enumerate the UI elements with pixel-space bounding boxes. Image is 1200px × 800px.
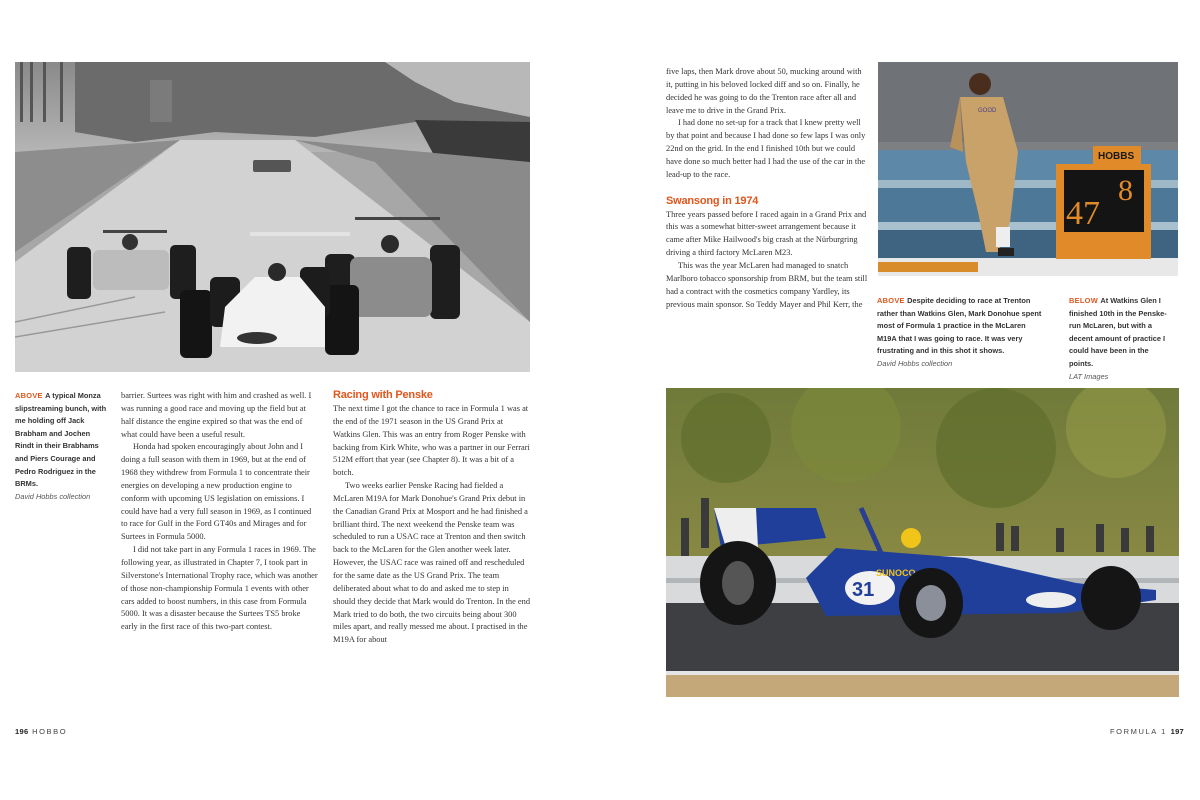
monza-photo-illustration bbox=[15, 62, 530, 372]
caption-text: Despite deciding to race at Trenton rather than Watkins Glen, Mark Donohue spent most of Formula 1 practice in the McLaren M19A that I was going to race. It was very frustrating and in this shot it shows. bbox=[877, 296, 1042, 356]
photo-penske-mclaren bbox=[666, 388, 1179, 697]
caption-credit: David Hobbs collection bbox=[15, 491, 91, 501]
section-heading-swansong: Swansong in 1974 bbox=[666, 194, 759, 207]
folio-left bbox=[15, 727, 67, 736]
right-page bbox=[600, 0, 1200, 800]
page-number: 197 bbox=[1170, 727, 1185, 736]
caption-text: At Watkins Glen I finished 10th in the Penske-run McLaren, but with a decent amount of practice I could have been in the points. bbox=[1069, 296, 1167, 368]
pit-board-name: HOBBS bbox=[1098, 151, 1135, 162]
body-column-3 bbox=[666, 66, 870, 311]
paragraph: five laps, then Mark drove about 50, mucking around with it, putting in his beloved locked diff and so on. Finally, he decided he was going to do the Trenton race after all and leave me to drive in the Grand Prix. bbox=[666, 67, 862, 115]
body-column-1 bbox=[121, 390, 319, 634]
pit-board-position: 8 bbox=[1118, 174, 1133, 207]
pit-board-photo-illustration bbox=[878, 62, 1178, 276]
page-number: 196 bbox=[15, 727, 29, 736]
caption-credit: David Hobbs collection bbox=[877, 358, 953, 368]
paragraph: I had done no set-up for a track that I knew pretty well by that point and because I had done so few laps I was only 22nd on the grid. In the end I finished 10th but we could have done so much better had I had the use of the car in the lead-up to the race. bbox=[666, 118, 866, 179]
caption-credit: LAT Images bbox=[1069, 371, 1109, 381]
paragraph: barrier. Surtees was right with him and crashed as well. I was running a good race and moving up the field but at half distance the engine expired so that was the end of what could have been a useful result. bbox=[121, 391, 312, 439]
svg-text:SUNOCO: SUNOCO bbox=[876, 568, 916, 578]
running-head: FORMULA 1 bbox=[1110, 727, 1167, 736]
body-column-2 bbox=[333, 388, 531, 647]
caption-lead: BELOW bbox=[1069, 296, 1101, 305]
caption-lead: ABOVE bbox=[877, 296, 908, 305]
caption-text: A typical Monza slipstreaming bunch, with me holding off Jack Brabham and Jochen Rindt in their Brabhams and Piers Courage and Pedro Rodriguez in the BRMs. bbox=[15, 391, 107, 489]
pit-board-lap: 47 bbox=[1066, 195, 1100, 232]
photo-monza-slipstream bbox=[15, 62, 530, 372]
car-number: 31 bbox=[852, 579, 875, 601]
paragraph: The next time I got the chance to race in Formula 1 was at the end of the 1971 season in the US Grand Prix at Watkins Glen. This was an entry from Roger Penske with backing from Kirk White, who was a partner in our Ferrari 512M effort that year (see Chapter 8). It was a bit of a botch. bbox=[333, 404, 530, 478]
folio-right bbox=[1110, 727, 1184, 736]
svg-text:GOOD: GOOD bbox=[978, 108, 997, 114]
caption-below-right bbox=[1069, 295, 1174, 383]
paragraph: Two weeks earlier Penske Racing had fielded a McLaren M19A for Mark Donohue's Grand Prix debut in the Canadian Grand Prix at Mosport and he had finished a brilliant third. The next weekend the Penske team was scheduled to run a USAC race at Trenton and then switch back to the McLaren for the Glen another week later. However, the USAC race was rained off and rescheduled for the same date as the US Grand Prix. The team deliberated about what to do and asked me to step in should they decide that Mark would do Trenton. In the end Mark tried to do both, the two circuits being about 300 miles apart, and really messed me about. I practised in the M19A for about bbox=[333, 481, 531, 645]
paragraph: Honda had spoken encouragingly about John and I doing a full season with them in 1969, but at the end of 1968 they withdrew from Formula 1 to concentrate their energies on developing a new production engine to conform with upcoming US legislation on emissions. I could have had a very full season in 1969, as I continued to race for Gulf in the Ford GT40s and Mirages and for Surtees in Formula 5000. bbox=[121, 442, 312, 542]
running-head: HOBBO bbox=[32, 727, 68, 736]
mclaren-photo-illustration bbox=[666, 388, 1179, 697]
paragraph: I did not take part in any Formula 1 races in 1969. The following year, as illustrated in Chapter 7, I took part in Silverstone's International Trophy race, which was another of those non-championship Formula 1 events with other cars added to boost numbers, in this case from Formula 5000. It was a disaster because the Surtees TS5 broke early in the first race of this two-part contest. bbox=[121, 545, 318, 632]
caption-lead: ABOVE bbox=[15, 391, 46, 400]
paragraph: This was the year McLaren had managed to snatch Marlboro tobacco sponsorship from BRM, but the team still had a contract with the cosmetics company Yardley, its previous main sponsor. So Teddy Mayer and Phil Kerr, the bbox=[666, 260, 868, 309]
caption-above-left bbox=[15, 390, 107, 503]
caption-above-right bbox=[877, 295, 1047, 371]
section-heading-racing-with-penske: Racing with Penske bbox=[333, 389, 433, 401]
photo-hobbs-pit-board bbox=[878, 62, 1178, 276]
paragraph: Three years passed before I raced again in a Grand Prix and this was a somewhat bitter-sweet arrangement because it came after Mike Hailwood's big crash at the Nürburgring driving a third factory McLaren M23. bbox=[666, 209, 867, 258]
